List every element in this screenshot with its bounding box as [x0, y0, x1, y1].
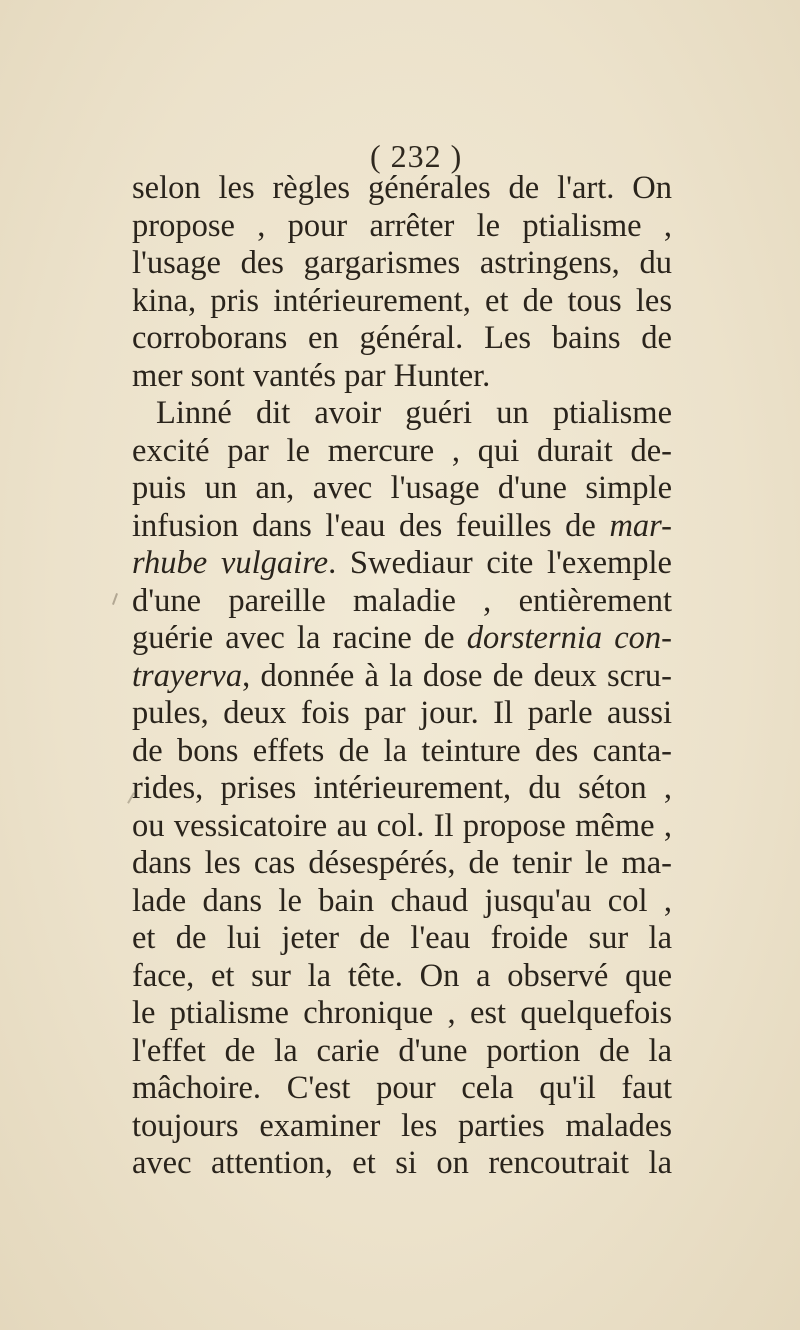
text-segment: . Swediaur cite l'exemple [328, 545, 672, 581]
text-line [132, 433, 672, 471]
text-segment: infusion dans l'eau des feuilles de [132, 507, 610, 544]
italic-text: trayerva [132, 657, 243, 694]
italic-text: rhube vulgaire [132, 545, 329, 581]
italic-text: dorsternia con- [466, 620, 672, 656]
text-line [132, 545, 672, 583]
text-segment: pules, deux fois par jour. Il parle aussi [132, 695, 672, 731]
text-line [132, 1145, 672, 1183]
text-segment: d'une pareille maladie , entièrement [132, 582, 672, 619]
text-line [132, 695, 672, 733]
text-line [132, 770, 672, 808]
text-line [132, 358, 672, 396]
text-segment: excité par le mercure , qui durait de- [132, 432, 672, 469]
text-segment: dans les cas désespérés, de tenir le ma- [132, 845, 672, 881]
text-line [132, 208, 672, 246]
text-line [132, 658, 672, 696]
text-line [132, 995, 672, 1033]
text-line [132, 620, 672, 658]
text-segment: mâchoire. C'est pour cela qu'il faut [132, 1070, 672, 1106]
text-segment: guérie avec la racine de [132, 620, 467, 656]
text-line [132, 1033, 672, 1071]
text-segment: le ptialisme chronique , est quelquefois [132, 995, 672, 1031]
text-line [132, 845, 672, 883]
text-line [132, 883, 672, 921]
text-segment: et de lui jeter de l'eau froide sur la [132, 920, 672, 956]
text-segment: lade dans le bain chaud jusqu'au col , [132, 882, 672, 919]
text-line [132, 733, 672, 771]
page-number: ( 232 ) [370, 138, 463, 174]
text-line [132, 808, 672, 846]
text-segment: ou vessicatoire au col. Il propose même , [132, 807, 672, 844]
text-segment: propose , pour arrêter le ptialisme , [132, 207, 672, 244]
text-segment: , donnée à la dose de deux scru- [242, 657, 672, 694]
text-segment: selon les règles générales de l'art. On [132, 170, 672, 206]
text-line [132, 395, 672, 433]
text-line [132, 920, 672, 958]
text-line [132, 245, 672, 283]
text-line [132, 508, 672, 546]
body-text [132, 170, 672, 1183]
text-line [132, 283, 672, 321]
text-segment: l'usage des gargarismes astringens, du [132, 245, 672, 281]
italic-text: mar- [609, 507, 672, 544]
margin-mark [112, 593, 118, 605]
text-line [132, 170, 672, 208]
text-line [132, 470, 672, 508]
text-segment: toujours examiner les parties malades [132, 1107, 672, 1144]
text-segment: rides, prises intérieurement, du séton , [132, 770, 672, 806]
text-line [132, 320, 672, 358]
text-line [132, 1070, 672, 1108]
text-segment: mer sont vantés par Hunter. [132, 357, 491, 394]
text-segment: de bons effets de la teinture des canta- [132, 732, 672, 769]
text-line [132, 1108, 672, 1146]
text-segment: corroborans en général. Les bains de [132, 320, 672, 356]
text-segment: kina, pris intérieurement, et de tous les [132, 282, 672, 319]
text-line [132, 958, 672, 996]
text-segment: puis un an, avec l'usage d'une simple [132, 470, 672, 506]
text-line [132, 583, 672, 621]
text-segment: face, et sur la tête. On a observé que [132, 957, 672, 994]
text-segment: avec attention, et si on rencoutrait la [132, 1145, 672, 1181]
text-segment: Linné dit avoir guéri un ptialisme [156, 395, 672, 431]
text-segment: l'effet de la carie d'une portion de la [132, 1032, 672, 1069]
